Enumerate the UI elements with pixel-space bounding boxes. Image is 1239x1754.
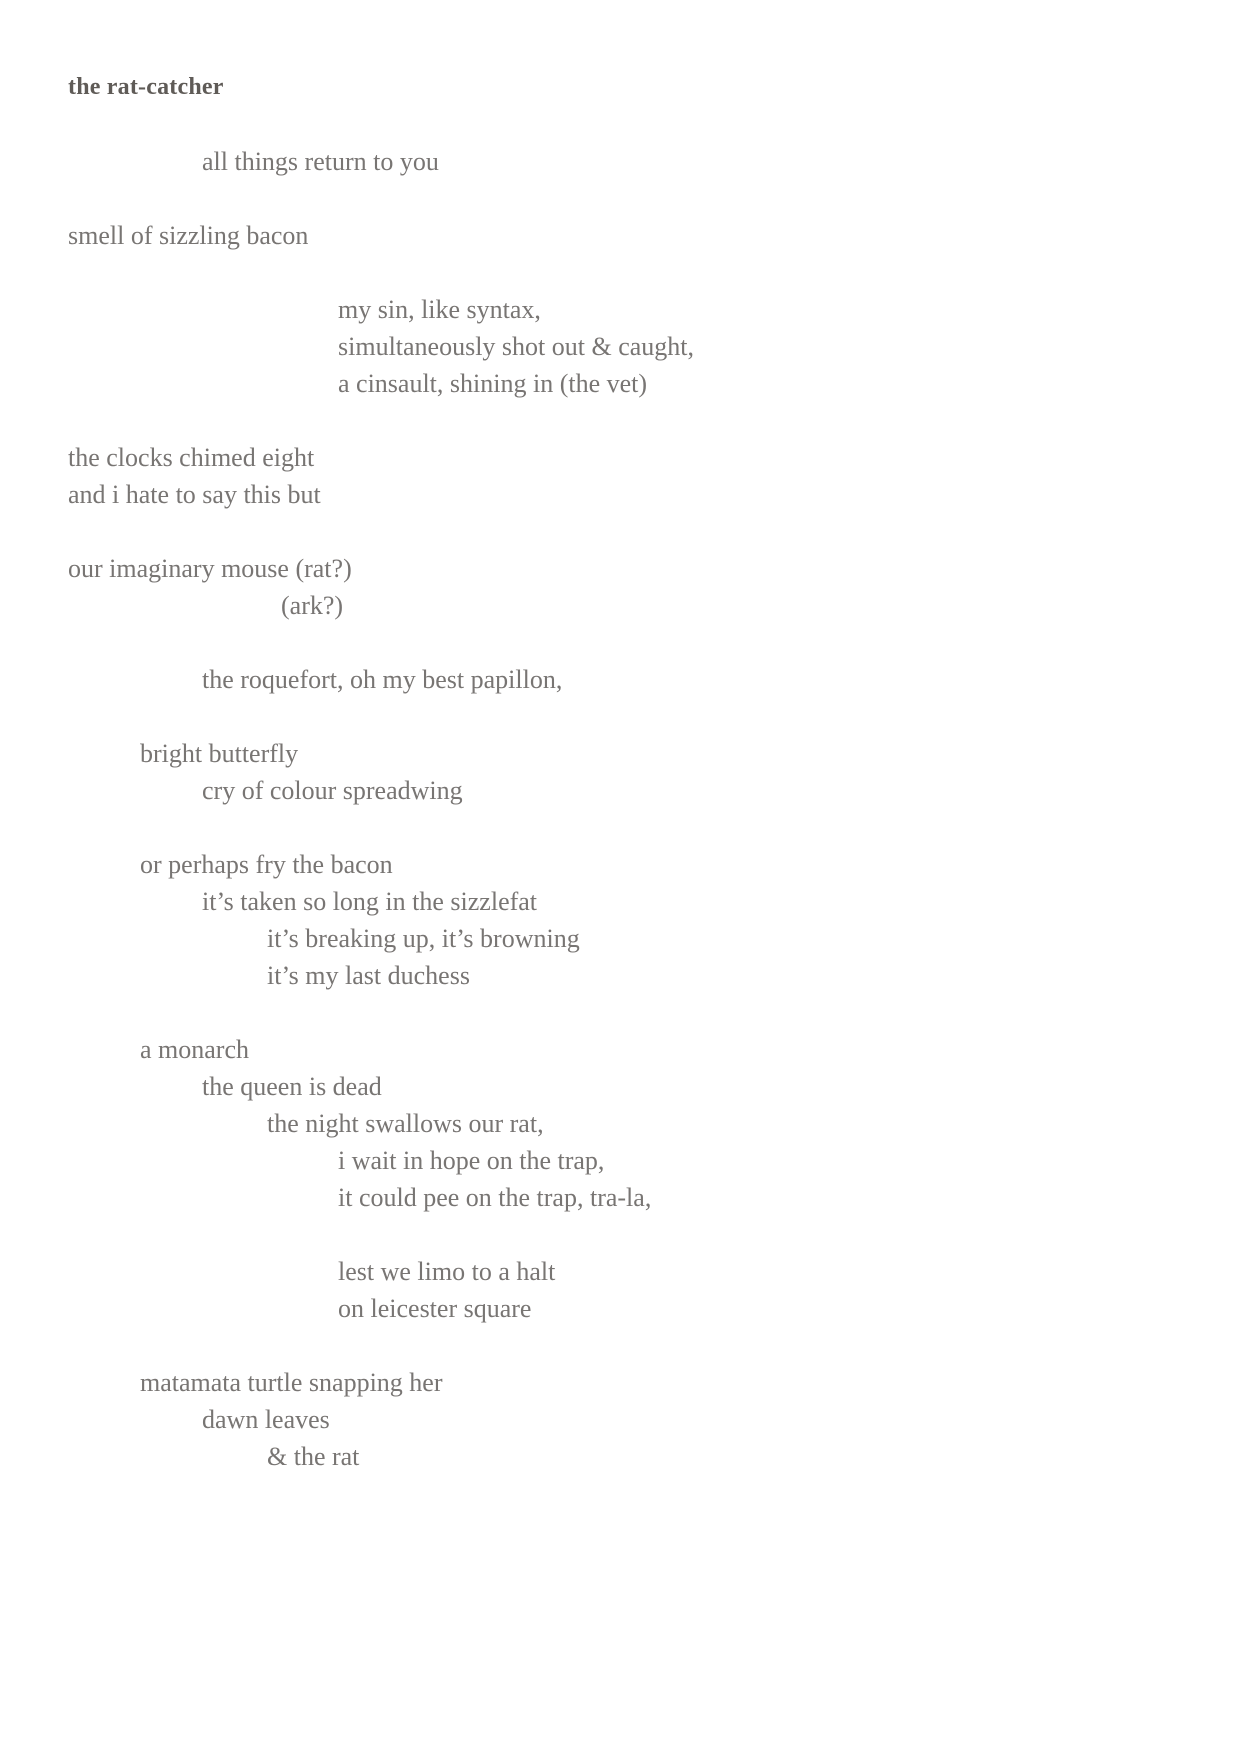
poem-line: or perhaps fry the bacon <box>140 850 393 879</box>
poem-line: matamata turtle snapping her <box>140 1368 443 1397</box>
poem <box>68 69 1199 1475</box>
poem-line: the night swallows our rat, <box>267 1109 544 1138</box>
poem-stanza <box>68 550 1199 624</box>
poem-body <box>68 143 1199 1475</box>
poem-line: it’s my last duchess <box>267 961 470 990</box>
poem-stanza <box>68 846 1199 994</box>
poem-stanza <box>68 291 1199 402</box>
poem-stanza <box>68 217 1199 254</box>
poem-stanza <box>68 439 1199 513</box>
poem-stanza <box>68 735 1199 809</box>
poem-line: on leicester square <box>338 1294 532 1323</box>
poem-line: the clocks chimed eight <box>68 443 315 472</box>
poem-title: the rat-catcher <box>68 74 224 100</box>
poem-line: bright butterfly <box>140 739 299 768</box>
poem-line: it’s taken so long in the sizzlefat <box>202 887 538 916</box>
poem-line: my sin, like syntax, <box>338 295 541 324</box>
poem-line: simultaneously shot out & caught, <box>338 332 695 361</box>
poem-line: (ark?) <box>281 591 344 620</box>
poem-line: the queen is dead <box>202 1072 382 1101</box>
poem-line: and i hate to say this but <box>68 480 321 509</box>
poem-stanza <box>68 1031 1199 1216</box>
poem-line: the roquefort, oh my best papillon, <box>202 665 563 694</box>
poem-line: dawn leaves <box>202 1405 330 1434</box>
poem-line: a cinsault, shining in (the vet) <box>338 369 648 398</box>
poem-line: lest we limo to a halt <box>338 1257 556 1286</box>
poem-line: smell of sizzling bacon <box>68 221 309 250</box>
poem-line: a monarch <box>140 1035 250 1064</box>
poem-line: cry of colour spreadwing <box>202 776 463 805</box>
poem-line: & the rat <box>267 1442 360 1471</box>
poem-stanza <box>68 143 1199 180</box>
poem-stanza <box>68 661 1199 698</box>
poem-line: it’s breaking up, it’s browning <box>267 924 580 953</box>
poem-stanza <box>68 1253 1199 1327</box>
poem-line: it could pee on the trap, tra-la, <box>338 1183 652 1212</box>
poem-line: i wait in hope on the trap, <box>338 1146 605 1175</box>
poem-line: our imaginary mouse (rat?) <box>68 554 352 583</box>
poem-line: all things return to you <box>202 147 439 176</box>
poem-stanza <box>68 1364 1199 1475</box>
